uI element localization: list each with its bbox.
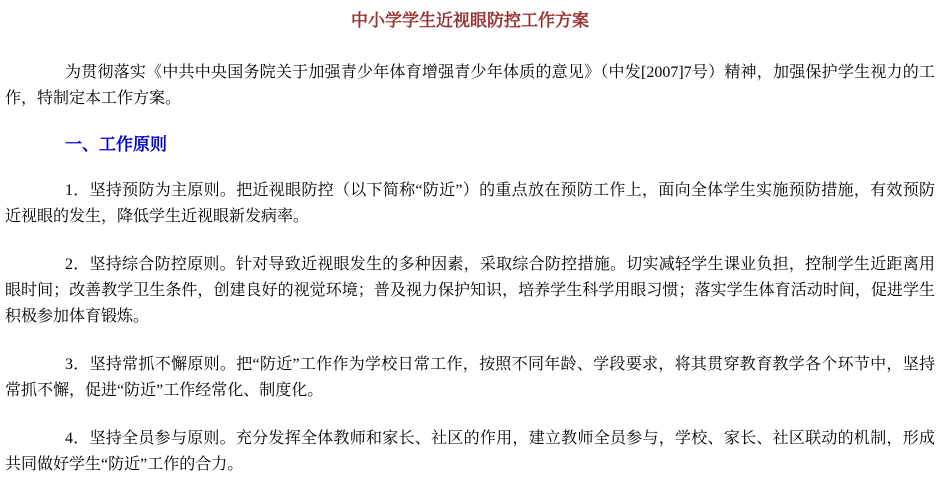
- document-page: [0, 10, 940, 478]
- principle-item-2: 2．坚持综合防控原则。针对导致近视眼发生的多种因素，采取综合防控措施。切实减轻学生课业负担，控制学生近距离用眼时间；改善教学卫生条件，创建良好的视觉环境；普及视力保护知识，培养学生科学用眼习惯；落实学生体育活动时间，促进学生积极参加体育锻炼。: [5, 256, 935, 325]
- page-title: 中小学学生近视眼防控工作方案: [351, 11, 589, 30]
- intro-paragraph: 为贯彻落实《中共中央国务院关于加强青少年体育增强青少年体质的意见》（中发[2007]7号）精神，加强保护学生视力的工作，特制定本工作方案。: [5, 64, 935, 107]
- section-heading-work-principles: 一、工作原则: [65, 135, 167, 154]
- principle-item-3: 3．坚持常抓不懈原则。把“防近”工作作为学校日常工作，按照不同年龄、学段要求，将其贯穿教育教学各个环节中，坚持常抓不懈，促进“防近”工作经常化、制度化。: [5, 356, 935, 399]
- principle-item-1: 1．坚持预防为主原则。把近视眼防控（以下简称“防近”）的重点放在预防工作上，面向全体学生实施预防措施，有效预防近视眼的发生，降低学生近视眼新发病率。: [5, 182, 935, 225]
- principle-item-4: 4．坚持全员参与原则。充分发挥全体教师和家长、社区的作用，建立教师全员参与，学校、家长、社区联动的机制，形成共同做好学生“防近”工作的合力。: [5, 430, 935, 473]
